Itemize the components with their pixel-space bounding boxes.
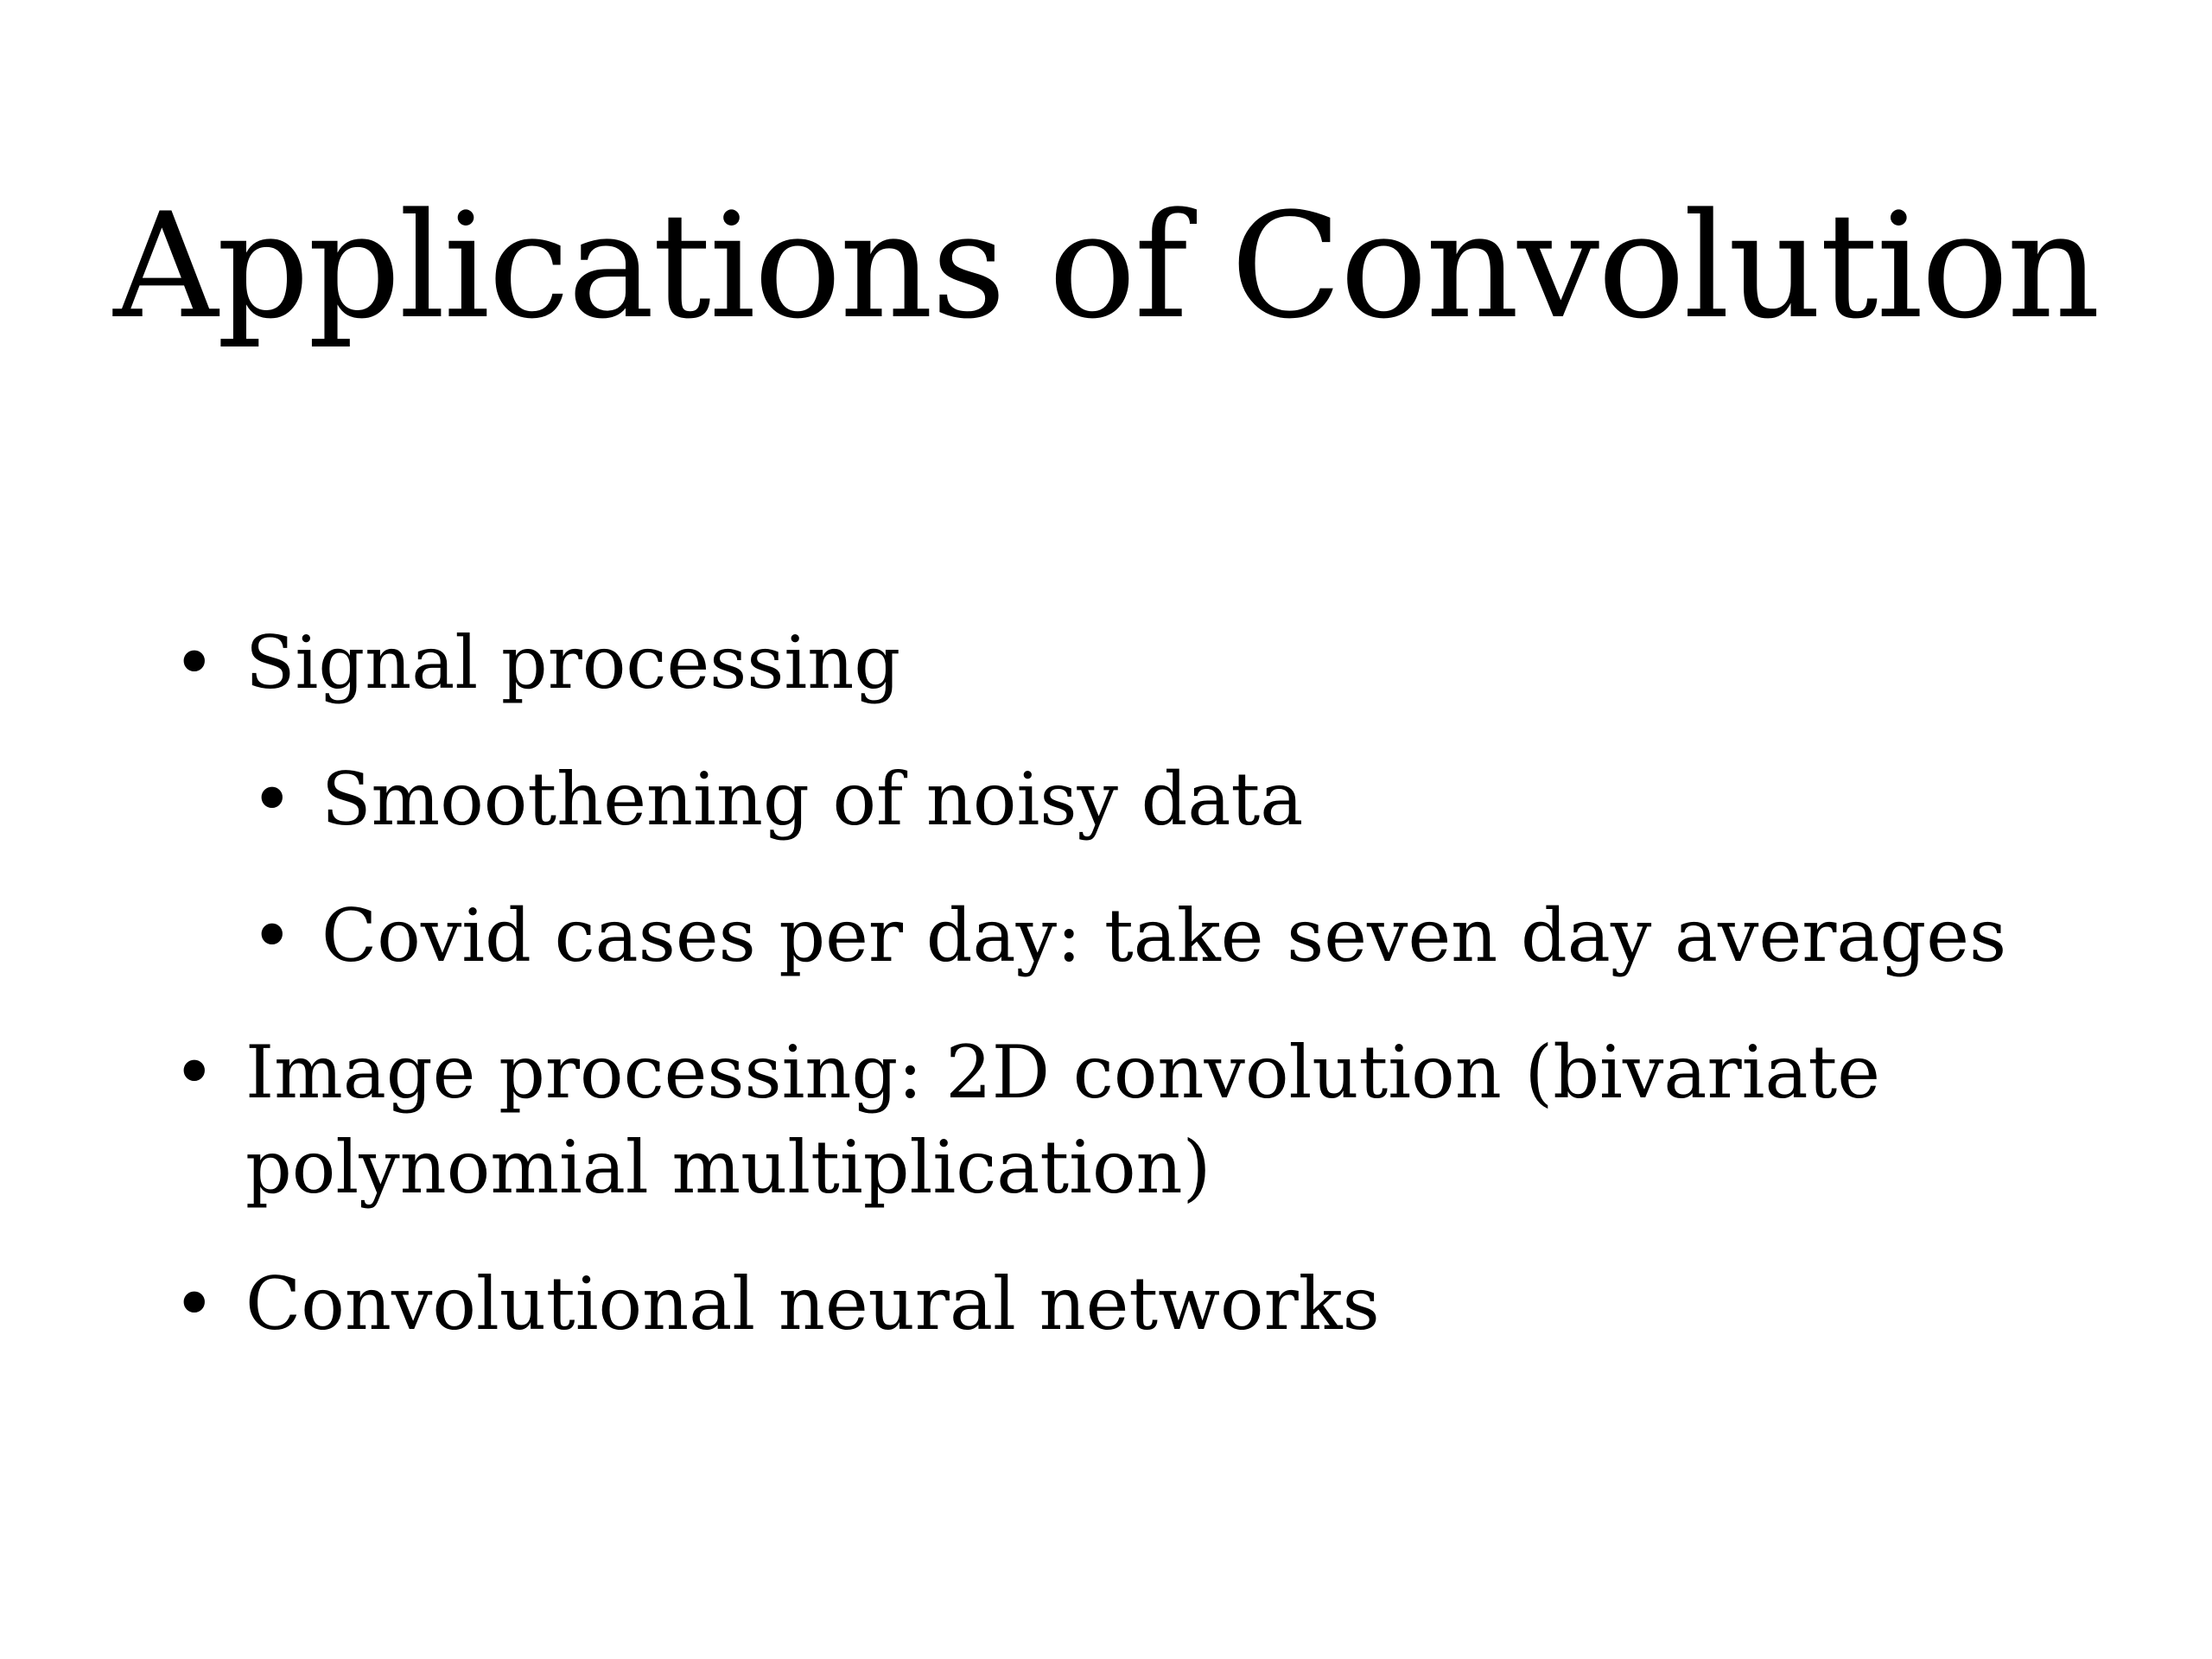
sub-bullet-item <box>173 888 2074 983</box>
bullet-marker: • <box>173 620 216 705</box>
bullet-item <box>173 1025 2074 1215</box>
sub-bullet-item <box>173 752 2074 847</box>
bullet-marker: • <box>173 1262 216 1346</box>
bullet-marker: • <box>173 1030 216 1115</box>
bullet-text: Signal processing <box>245 620 901 705</box>
bullet-text: Image processing: 2D convolution (bivariate polynomial multiplication) <box>245 1030 1881 1210</box>
bullet-marker: • <box>251 893 294 978</box>
bullet-marker: • <box>251 757 294 842</box>
bullet-text: Covid cases per day: take seven day averages <box>321 893 2007 978</box>
bullet-item <box>173 1256 2074 1351</box>
bullet-list <box>173 615 2074 1393</box>
bullet-text: Smoothening of noisy data <box>321 757 1304 842</box>
bullet-item <box>173 615 2074 710</box>
slide-title: Applications of Convolution <box>113 181 2099 351</box>
bullet-text: Convolutional neural networks <box>245 1262 1380 1346</box>
